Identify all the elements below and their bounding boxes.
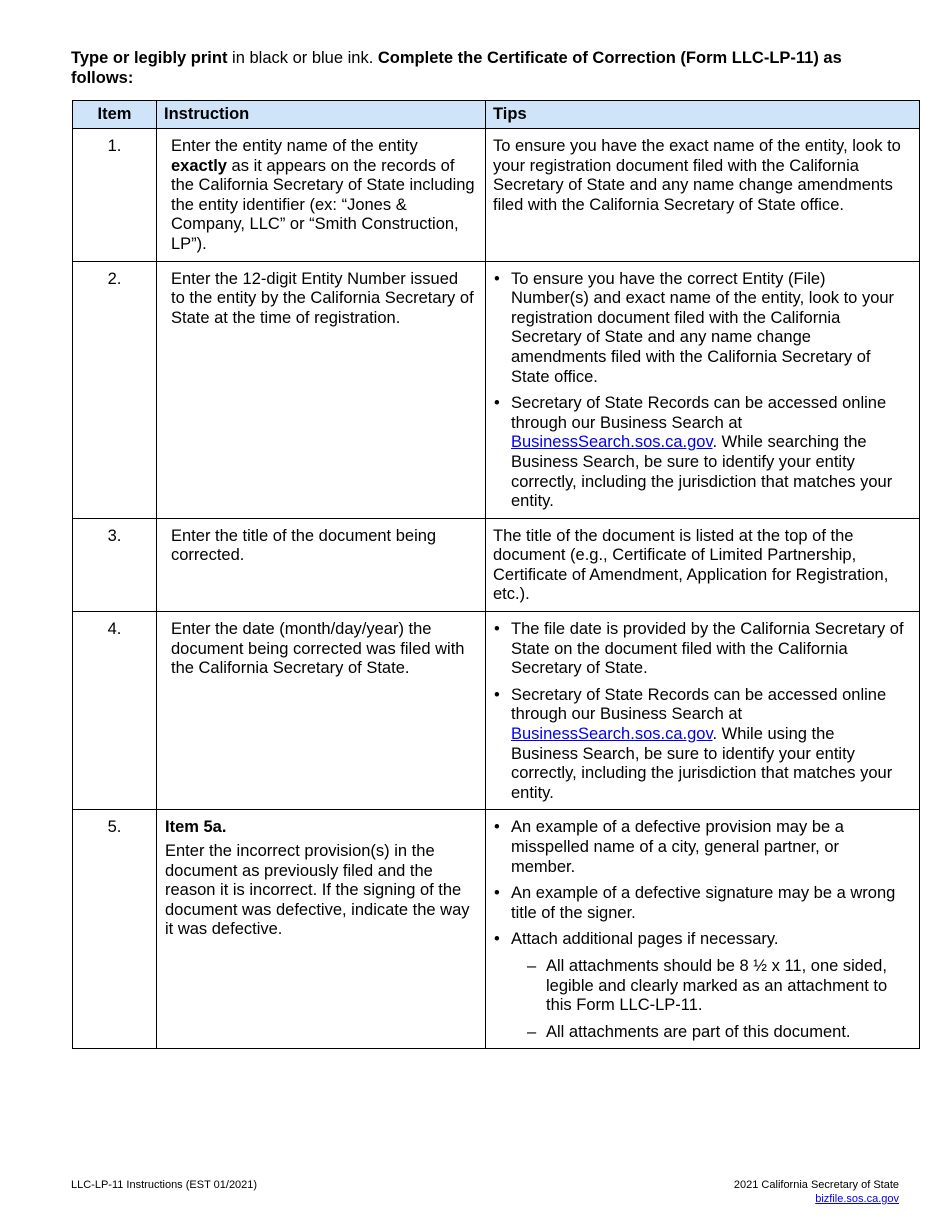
tips-list (493, 818, 905, 1042)
row-tips: To ensure you have the exact name of the entity, look to your registration document filed with the California Secretary of State and any name change amendments filed with the California Secretary of State office. (486, 129, 920, 262)
tip-bullet (493, 394, 905, 512)
row-instruction (157, 810, 486, 1049)
row-tips: The title of the document is listed at the top of the document (e.g., Certificate of Limited Partnership, Certificate of Amendment, Application for Registration, etc.). (486, 518, 920, 611)
table-row (73, 612, 920, 810)
sub-tips-list (511, 957, 905, 1042)
tip-bullet (493, 686, 905, 804)
table-row (73, 518, 920, 611)
footer-right (734, 1178, 899, 1206)
instruction-text: as it appears on the records of the California Secretary of State including the entity identifier (ex: “Jones & Company, LLC” or “Smith Construction, LP”). (171, 156, 475, 253)
tip-bullet: • To ensure you have the correct Entity (File) Number(s) and exact name of the entity, look to your registration document filed with the California Secretary of State and any name change amendments filed with the California Secretary of State office. (493, 270, 905, 388)
tips-list (493, 620, 905, 803)
sub-tip: – All attachments are part of this document. (511, 1023, 905, 1043)
instruction-emphasis: exactly (171, 156, 227, 175)
tip-text: Attach additional pages if necessary. (511, 930, 779, 949)
tip-text: Secretary of State Records can be accessed online through our Business Search at (511, 685, 887, 724)
table-header-row (73, 101, 920, 129)
intro-bold-2: Complete the Certificate of Correction (Form LLC-LP-11) as follows: (71, 49, 842, 87)
header-instruction: Instruction (157, 101, 486, 129)
header-item: Item (73, 101, 157, 129)
bizfile-link[interactable]: bizfile.sos.ca.gov (815, 1193, 899, 1205)
tip-text: . While using the Business Search, be sure to identify your entity correctly, including the jurisdiction that matches your entity. (511, 725, 893, 802)
table-row (73, 810, 920, 1049)
row-instruction: Enter the 12-digit Entity Number issued to the entity by the California Secretary of State at the time of registration. (157, 261, 486, 518)
sub-tip: – All attachments should be 8 ½ x 11, one sided, legible and clearly marked as an attachment to this Form LLC-LP-11. (511, 957, 905, 1016)
footer-copyright: 2021 California Secretary of State (733, 1179, 899, 1191)
tip-text: Secretary of State Records can be accessed online through our Business Search at (511, 394, 887, 432)
intro-bold-1: Type or legibly print (71, 49, 228, 67)
row-tips (486, 261, 920, 518)
tips-list (493, 270, 905, 512)
instruction-text: Enter the entity name of the entity (171, 137, 418, 155)
header-tips: Tips (486, 101, 920, 129)
tip-bullet: • An example of a defective provision may be a misspelled name of a city, general partner, or member. (493, 818, 905, 877)
business-search-link[interactable]: BusinessSearch.sos.ca.gov (511, 725, 713, 744)
tip-text: . While searching the Business Search, be sure to identify your entity correctly, including the jurisdiction that matches your entity. (511, 433, 893, 511)
row-instruction (157, 129, 486, 262)
table-row (73, 129, 920, 262)
row-instruction: Enter the title of the document being corrected. (157, 518, 486, 611)
row-item-number: 4. (73, 612, 157, 810)
row-tips (486, 810, 920, 1049)
table-row (73, 261, 920, 518)
row-item-number: 2. (73, 261, 157, 518)
tip-bullet (493, 930, 905, 1042)
instruction-text: Enter the incorrect provision(s) in the document as previously filed and the reason it is incorrect. If the signing of the document was defective, indicate the way it was defective. (165, 842, 470, 939)
instructions-table (72, 100, 920, 1049)
intro-normal: in black or blue ink. (227, 49, 378, 67)
row-instruction: Enter the date (month/day/year) the document being corrected was filed with the California Secretary of State. (157, 612, 486, 810)
footer-form-id: LLC-LP-11 Instructions (EST 01/2021) (71, 1179, 258, 1191)
instruction-heading: Item 5a. (165, 818, 227, 837)
business-search-link[interactable]: BusinessSearch.sos.ca.gov (511, 433, 713, 452)
row-item-number: 5. (73, 810, 157, 1049)
row-item-number: 1. (73, 129, 157, 262)
row-tips (486, 612, 920, 810)
tip-bullet: • The file date is provided by the California Secretary of State on the document filed with the California Secretary of State. (493, 620, 905, 679)
row-item-number: 3. (73, 518, 157, 611)
intro-text (71, 48, 901, 88)
tip-bullet: • An example of a defective signature may be a wrong title of the signer. (493, 884, 905, 923)
